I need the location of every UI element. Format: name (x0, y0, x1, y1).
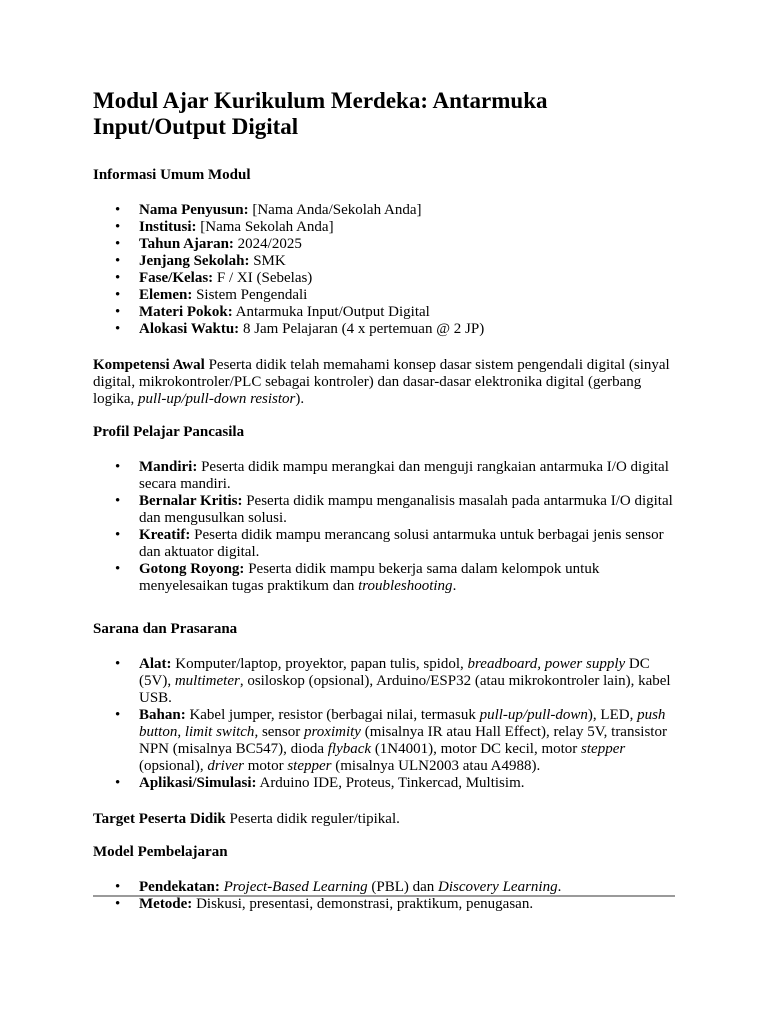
sarana-list (93, 656, 678, 792)
sarana-text: , (177, 724, 185, 740)
sarana-label: Alat: (139, 656, 172, 672)
profil-item-bernalar (139, 493, 678, 527)
profil-list (93, 459, 678, 595)
profil-text: Peserta didik mampu merancang solusi antarmuka untuk berbagai jenis sensor dan aktuator digital. (139, 527, 664, 560)
info-value: Sistem Pengendali (196, 287, 308, 303)
info-item-penyusun (139, 202, 678, 219)
sarana-term: proximity (304, 724, 361, 740)
target-label: Target Peserta Didik (93, 811, 226, 827)
target-paragraph (93, 811, 678, 828)
info-item-elemen (139, 287, 678, 304)
info-list (93, 202, 678, 338)
sarana-item-alat (139, 656, 678, 707)
profil-label: Kreatif: (139, 527, 191, 543)
info-value: Antarmuka Input/Output Digital (235, 304, 430, 320)
info-value: [Nama Sekolah Anda] (200, 219, 334, 235)
info-value: SMK (253, 253, 286, 269)
info-heading: Informasi Umum Modul (93, 167, 251, 183)
sarana-text: , osiloskop (opsional), Arduino/ESP32 (atau mikrokontroler lain), kabel USB. (139, 673, 671, 706)
sarana-item-aplikasi (139, 775, 678, 792)
sarana-text: Arduino IDE, Proteus, Tinkercad, Multisim. (259, 775, 525, 791)
model-item-pendekatan (139, 879, 678, 896)
sarana-text: (opsional), (139, 758, 208, 774)
sarana-term: push button (139, 707, 666, 740)
profil-item-kreatif (139, 527, 678, 561)
info-label: Elemen: (139, 287, 193, 303)
model-label: Metode: (139, 896, 193, 912)
sarana-term: limit switch (184, 724, 255, 740)
kompetensi-label: Kompetensi Awal (93, 357, 205, 373)
model-label: Pendekatan: (139, 879, 220, 895)
profil-term: troubleshooting (358, 578, 453, 594)
info-value: 2024/2025 (237, 236, 302, 252)
info-label: Institusi: (139, 219, 197, 235)
profil-text: Peserta didik mampu bekerja sama dalam kelompok untuk menyelesaikan tugas praktikum dan (139, 561, 600, 594)
profil-label: Bernalar Kritis: (139, 493, 243, 509)
info-item-institusi (139, 219, 678, 236)
info-item-fase (139, 270, 678, 287)
info-label: Tahun Ajaran: (139, 236, 234, 252)
info-item-alokasi (139, 321, 678, 338)
info-label: Alokasi Waktu: (139, 321, 240, 337)
sarana-text: (misalnya IR atau Hall Effect), relay 5V, transistor NPN (misalnya BC547), dioda (139, 724, 667, 757)
sarana-text: Komputer/laptop, proyektor, papan tulis, spidol, (175, 656, 468, 672)
kompetensi-term: pull-up/pull-down resistor (138, 391, 296, 407)
model-heading: Model Pembelajaran (93, 844, 228, 860)
sarana-item-bahan (139, 707, 678, 775)
target-text: Peserta didik reguler/tipikal. (229, 811, 400, 827)
model-text: . (557, 879, 562, 895)
sarana-text: (misalnya ULN2003 atau A4988). (331, 758, 541, 774)
sarana-term: stepper (581, 741, 626, 757)
info-label: Fase/Kelas: (139, 270, 214, 286)
sarana-term: breadboard, power supply (467, 656, 626, 672)
profil-heading: Profil Pelajar Pancasila (93, 424, 245, 440)
profil-label: Gotong Royong: (139, 561, 245, 577)
model-item-metode (139, 896, 678, 913)
info-label: Nama Penyusun: (139, 202, 249, 218)
kompetensi-paragraph (93, 357, 678, 408)
sarana-term: flyback (327, 741, 372, 757)
sarana-term: driver (207, 758, 244, 774)
info-item-materi (139, 304, 678, 321)
model-term: Project-Based Learning (223, 879, 368, 895)
info-value: 8 Jam Pelajaran (4 x pertemuan @ 2 JP) (242, 321, 485, 337)
info-label: Jenjang Sekolah: (139, 253, 250, 269)
horizontal-divider (93, 895, 675, 897)
sarana-text: DC (5V), (139, 656, 650, 689)
info-item-jenjang (139, 253, 678, 270)
info-value: [Nama Anda/Sekolah Anda] (252, 202, 422, 218)
sarana-heading: Sarana dan Prasarana (93, 621, 238, 637)
sarana-label: Aplikasi/Simulasi: (139, 775, 257, 791)
sarana-term: pull-up/pull-down (479, 707, 588, 723)
kompetensi-text-end: ). (295, 391, 305, 407)
profil-item-mandiri (139, 459, 678, 493)
kompetensi-text: Peserta didik telah memahami konsep dasar sistem pengendali digital (sinyal digital, mikrokontroler/PLC sebagai kontroler) dan dasar-dasar elektronika digital (gerbang logika, (93, 357, 670, 407)
model-text: (PBL) dan (367, 879, 439, 895)
sarana-term: stepper (287, 758, 332, 774)
model-term: Discovery Learning (438, 879, 558, 895)
profil-label: Mandiri: (139, 459, 198, 475)
sarana-text: (1N4001), motor DC kecil, motor (371, 741, 582, 757)
sarana-label: Bahan: (139, 707, 186, 723)
info-label: Materi Pokok: (139, 304, 233, 320)
sarana-term: multimeter (174, 673, 240, 689)
sarana-text: , sensor (254, 724, 305, 740)
page-title: Modul Ajar Kurikulum Merdeka: Antarmuka Input/Output Digital (93, 88, 548, 139)
sarana-text: motor (244, 758, 288, 774)
profil-text-end: . (452, 578, 457, 594)
profil-item-gotong-royong (139, 561, 678, 595)
info-item-tahun (139, 236, 678, 253)
profil-text: Peserta didik mampu menganalisis masalah pada antarmuka I/O digital dan mengusulkan solusi. (139, 493, 673, 526)
profil-text: Peserta didik mampu merangkai dan menguji rangkaian antarmuka I/O digital secara mandiri. (139, 459, 669, 492)
sarana-text: Kabel jumper, resistor (berbagai nilai, termasuk (189, 707, 480, 723)
sarana-text: ), LED, (587, 707, 638, 723)
info-value: F / XI (Sebelas) (216, 270, 313, 286)
model-text: Diskusi, presentasi, demonstrasi, praktikum, penugasan. (196, 896, 534, 912)
document-body (93, 88, 678, 913)
